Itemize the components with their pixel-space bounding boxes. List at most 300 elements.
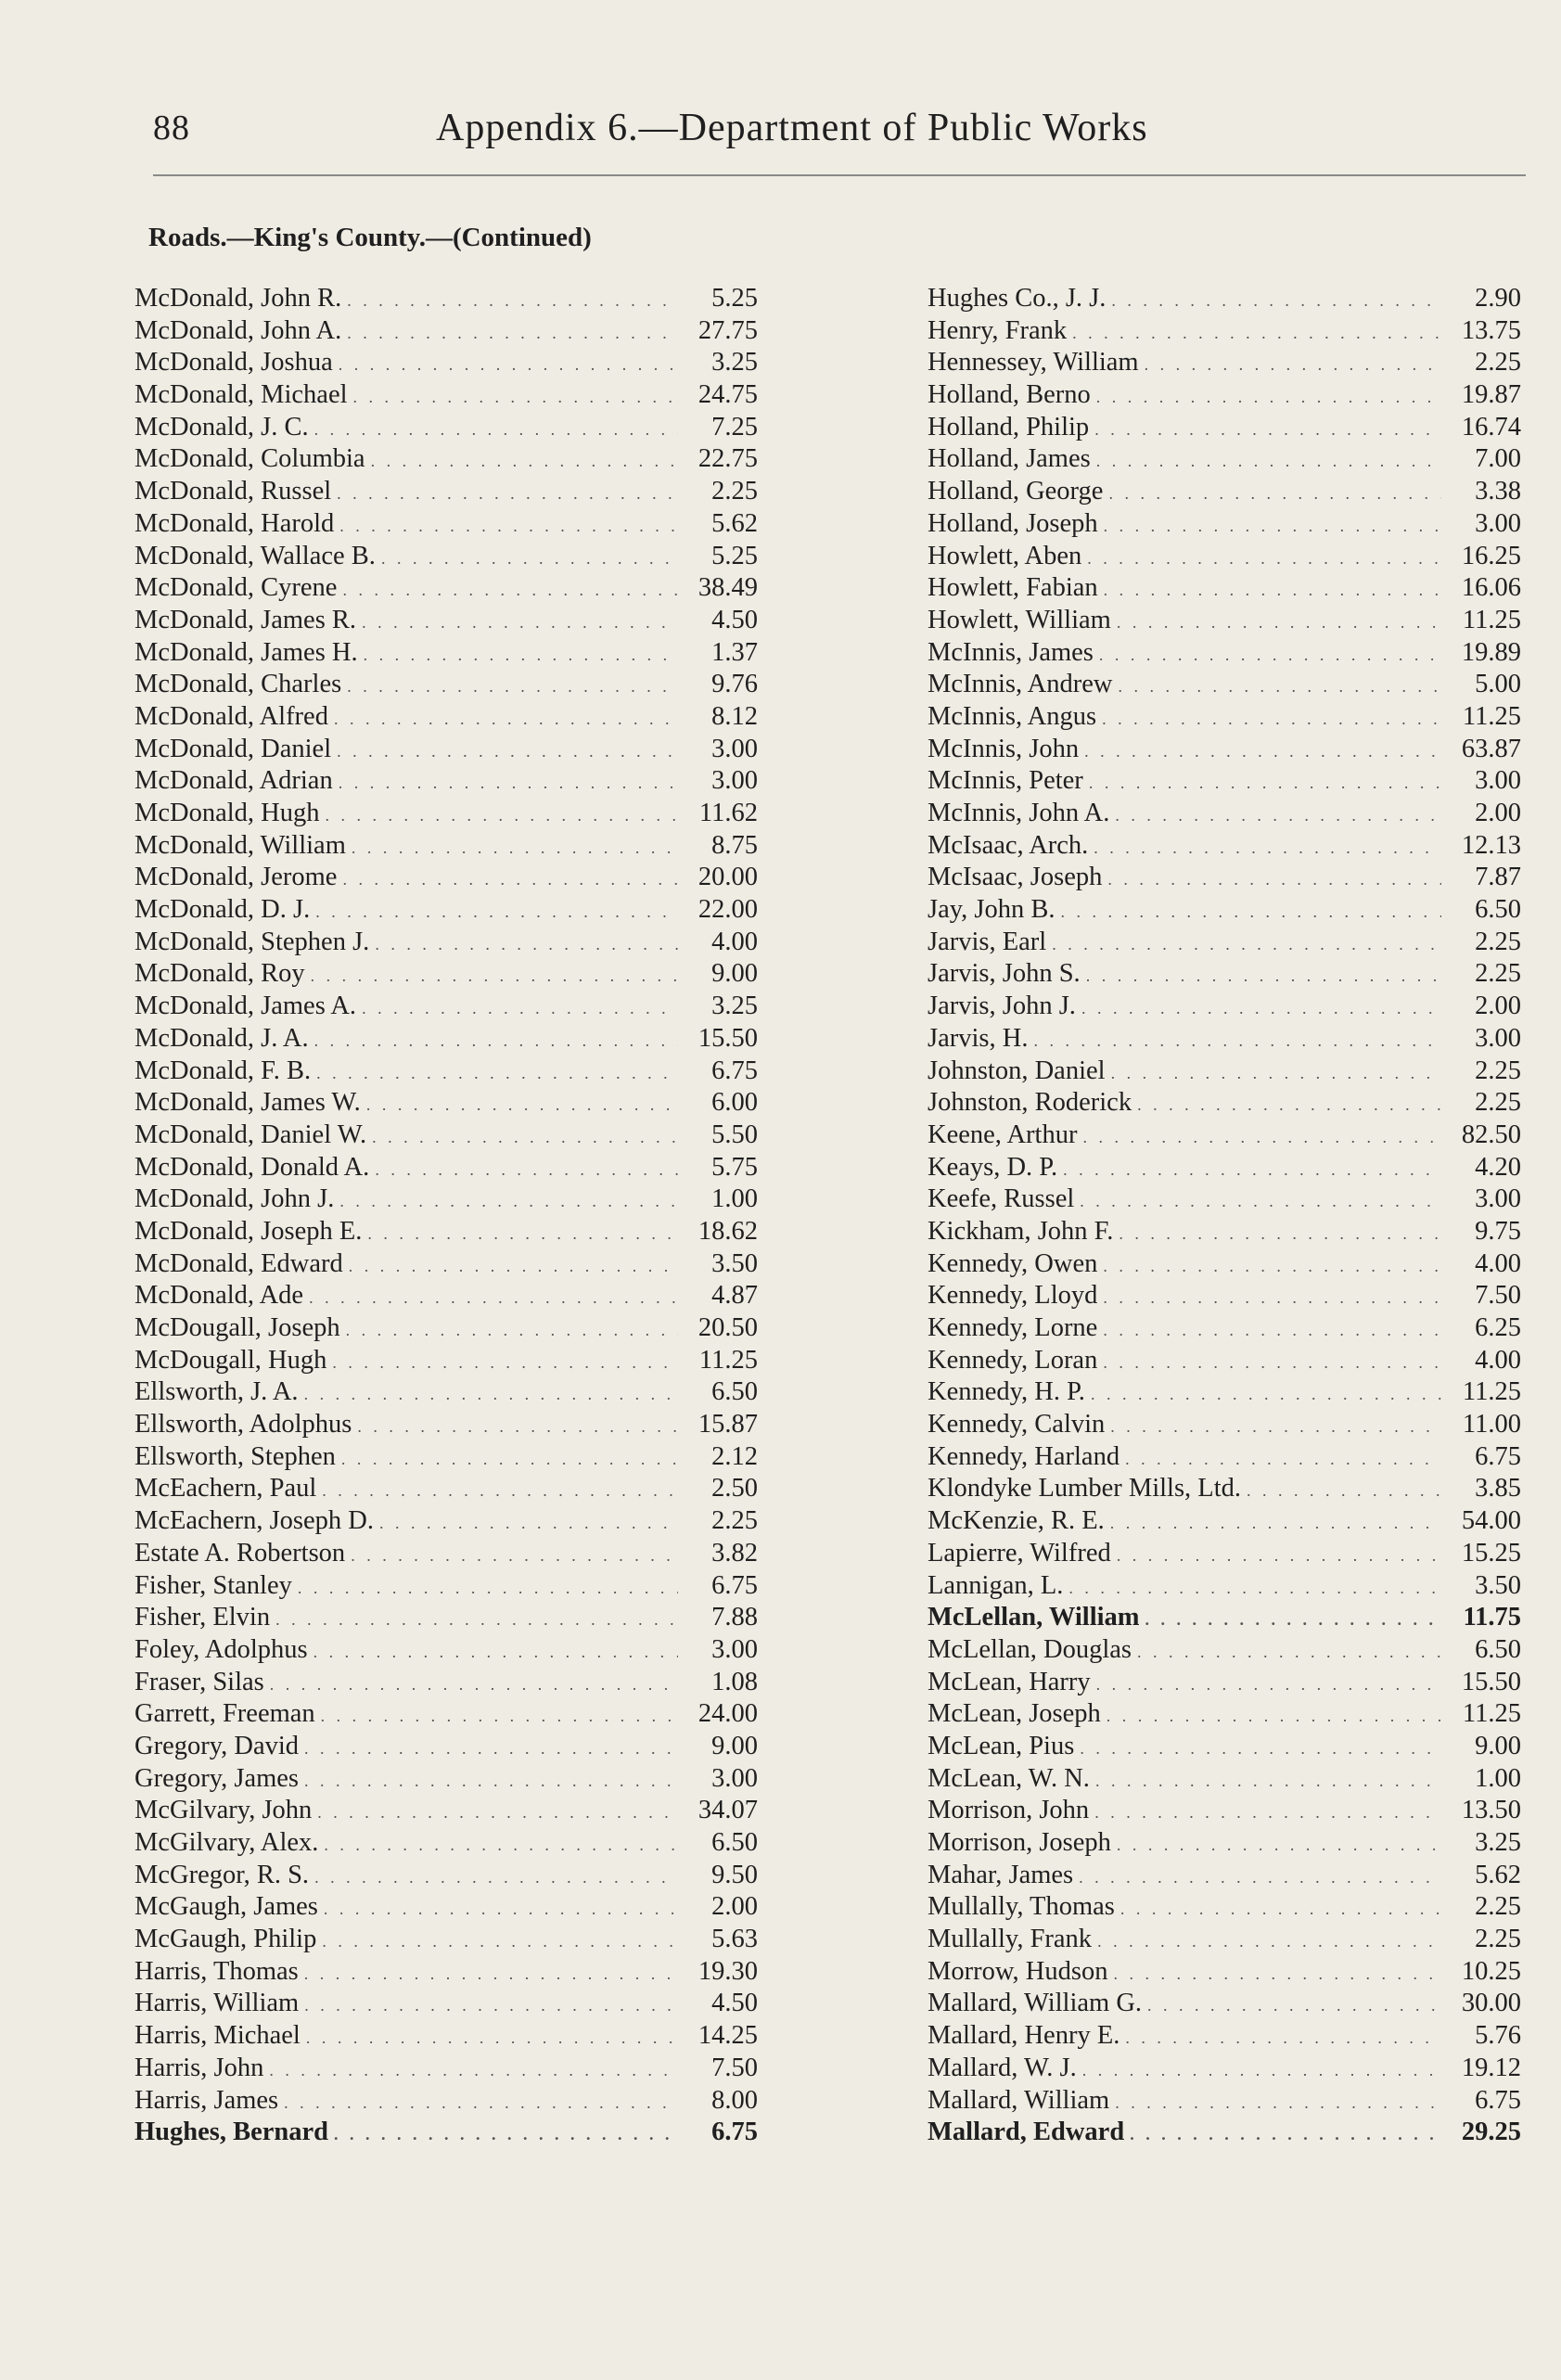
entry-amount: 38.49 (697, 573, 758, 603)
dot-leader (342, 572, 678, 607)
entry-name: Harris, Thomas (134, 1956, 299, 1986)
dot-leader (324, 1827, 678, 1862)
entry-name: Ellsworth, Stephen (134, 1441, 336, 1471)
entry-amount: 2.12 (711, 1441, 758, 1471)
list-item (928, 541, 1521, 573)
dot-leader (1096, 443, 1441, 478)
list-item (928, 1216, 1521, 1248)
list-item (134, 765, 758, 798)
list-item (134, 862, 758, 894)
dot-leader (1125, 1441, 1441, 1476)
list-item (928, 991, 1521, 1023)
list-item (928, 830, 1521, 863)
list-item (134, 347, 758, 379)
entry-name: McDonald, Daniel W. (134, 1120, 367, 1149)
right-column (928, 283, 1521, 2149)
list-item (134, 1312, 758, 1345)
list-item (134, 958, 758, 991)
entry-amount: 2.25 (1475, 348, 1521, 377)
entry-name: McDonald, Joseph E. (134, 1216, 363, 1246)
entry-name: Mallard, Edward (928, 2118, 1125, 2147)
entry-amount: 5.63 (711, 1925, 758, 1954)
entry-amount: 3.85 (1475, 1474, 1521, 1503)
entry-amount: 5.62 (711, 508, 758, 538)
entry-amount: 22.75 (697, 444, 758, 474)
dot-leader (1080, 1184, 1441, 1218)
entry-name: McKenzie, R. E. (928, 1506, 1105, 1536)
entry-amount: 8.12 (711, 701, 758, 731)
list-item (928, 1280, 1521, 1312)
entry-amount: 15.25 (1461, 1538, 1521, 1567)
dot-leader (1130, 2117, 1441, 2151)
entry-name: McLean, W. N. (928, 1763, 1090, 1793)
list-item (134, 1988, 758, 2020)
entry-name: Howlett, Fabian (928, 573, 1098, 603)
entry-name: Lapierre, Wilfred (928, 1538, 1111, 1567)
list-item (928, 379, 1521, 412)
list-item (928, 1570, 1521, 1603)
dot-leader (332, 1345, 678, 1379)
dot-leader (371, 443, 678, 478)
entry-name: McDonald, John J. (134, 1184, 335, 1214)
entry-amount: 4.00 (711, 927, 758, 956)
entry-name: Kennedy, Harland (928, 1441, 1120, 1471)
list-item (928, 2117, 1521, 2149)
list-item (928, 1409, 1521, 1441)
entry-name: Mahar, James (928, 1860, 1074, 1889)
dot-leader (1125, 2020, 1441, 2054)
entry-name: McDonald, Edward (134, 1248, 343, 1278)
entry-name: McDonald, Alfred (134, 701, 328, 731)
entry-amount: 19.12 (1461, 2053, 1521, 2082)
dot-leader (339, 508, 678, 543)
list-item (928, 1827, 1521, 1860)
entry-amount: 9.00 (711, 959, 758, 989)
entry-amount: 1.00 (711, 1184, 758, 1214)
dot-leader (1108, 476, 1441, 510)
dot-leader (379, 1505, 678, 1540)
entry-name: Howlett, Aben (928, 541, 1082, 570)
entry-name: Holland, James (928, 444, 1091, 474)
dot-leader (1104, 508, 1441, 543)
entry-amount: 8.75 (711, 830, 758, 860)
list-item (134, 572, 758, 605)
entry-name: McGilvary, Alex. (134, 1828, 319, 1857)
list-item (134, 1602, 758, 1634)
dot-leader (381, 541, 678, 575)
list-item (928, 862, 1521, 894)
dot-leader (1082, 2053, 1441, 2087)
dot-leader (275, 1602, 678, 1636)
entry-name: McInnis, Andrew (928, 670, 1113, 699)
entry-amount: 3.50 (1475, 1570, 1521, 1600)
dot-leader (375, 927, 678, 961)
dot-leader (346, 1312, 678, 1347)
list-item (134, 669, 758, 701)
list-item (134, 1345, 758, 1377)
entry-name: Fisher, Stanley (134, 1570, 292, 1600)
dot-leader (316, 1056, 678, 1090)
list-item (928, 443, 1521, 476)
dot-leader (313, 1634, 678, 1669)
list-item (928, 958, 1521, 991)
entry-name: Kennedy, Loran (928, 1345, 1098, 1375)
list-item (134, 2085, 758, 2118)
entry-amount: 4.00 (1475, 1248, 1521, 1278)
entry-name: Mallard, W. J. (928, 2053, 1077, 2082)
list-item (134, 508, 758, 541)
list-item (134, 1023, 758, 1056)
entry-amount: 2.90 (1475, 284, 1521, 313)
dot-leader (1115, 798, 1441, 832)
dot-leader (347, 669, 678, 703)
dot-leader (1081, 991, 1441, 1025)
entry-amount: 63.87 (1461, 734, 1521, 763)
entry-name: McInnis, Peter (928, 766, 1083, 796)
entry-name: Kennedy, Owen (928, 1248, 1098, 1278)
entry-amount: 4.20 (1475, 1152, 1521, 1182)
entry-name: McDonald, Joshua (134, 348, 333, 377)
entry-name: McDonald, Harold (134, 508, 335, 538)
entry-amount: 24.00 (697, 1699, 758, 1729)
entry-name: McDonald, Donald A. (134, 1152, 370, 1182)
entry-name: Johnston, Roderick (928, 1088, 1132, 1118)
dot-leader (315, 894, 678, 928)
entry-name: McDonald, D. J. (134, 895, 311, 925)
dot-leader (337, 476, 678, 510)
entry-amount: 9.76 (711, 670, 758, 699)
dot-leader (317, 1795, 678, 1829)
entry-name: McDougall, Joseph (134, 1313, 340, 1342)
entry-amount: 10.25 (1461, 1956, 1521, 1986)
list-item (134, 2117, 758, 2149)
entry-name: Keays, D. P. (928, 1152, 1058, 1182)
list-item (134, 1184, 758, 1216)
list-item (134, 1473, 758, 1505)
entry-amount: 6.75 (1475, 2085, 1521, 2115)
entry-amount: 7.50 (711, 2053, 758, 2082)
list-item (134, 1538, 758, 1570)
dot-leader (347, 283, 678, 317)
dot-leader (1104, 572, 1441, 607)
dot-leader (367, 1216, 678, 1250)
entry-amount: 9.00 (1475, 1731, 1521, 1760)
list-item (134, 991, 758, 1023)
list-item (928, 701, 1521, 734)
list-item (134, 2020, 758, 2053)
list-item (134, 701, 758, 734)
dot-leader (1080, 1731, 1441, 1765)
list-item (928, 1473, 1521, 1505)
entry-name: McDougall, Hugh (134, 1345, 327, 1375)
dot-leader (1094, 830, 1441, 864)
list-item (134, 1860, 758, 1892)
dot-leader (1033, 1023, 1441, 1057)
entry-amount: 20.00 (697, 863, 758, 892)
entry-amount: 15.87 (697, 1410, 758, 1440)
entry-amount: 11.25 (1462, 605, 1521, 634)
entry-name: McDonald, J. A. (134, 1023, 309, 1053)
entry-name: McDonald, Michael (134, 380, 348, 410)
dot-leader (1247, 1473, 1441, 1507)
entry-name: McDonald, Hugh (134, 799, 320, 827)
dot-leader (337, 734, 678, 768)
list-item (928, 1441, 1521, 1474)
entry-name: Mallard, William G. (928, 1989, 1143, 2018)
dot-leader (1107, 862, 1441, 896)
entry-amount: 9.00 (711, 1731, 758, 1760)
list-item (928, 2053, 1521, 2085)
entry-amount: 2.25 (711, 1506, 758, 1536)
list-item (928, 1345, 1521, 1377)
list-item (134, 1956, 758, 1989)
entry-name: Harris, William (134, 1989, 300, 2018)
dot-leader (1117, 1538, 1441, 1572)
list-item (134, 443, 758, 476)
dot-leader (366, 1087, 678, 1121)
list-item (928, 1087, 1521, 1120)
list-item (134, 1505, 758, 1538)
entry-amount: 24.75 (697, 380, 758, 410)
list-item (134, 1634, 758, 1667)
entry-name: Fraser, Silas (134, 1667, 264, 1696)
dot-leader (353, 379, 678, 414)
entry-name: Morrison, Joseph (928, 1828, 1111, 1857)
list-item (928, 605, 1521, 637)
left-column (134, 283, 758, 2149)
entry-amount: 2.25 (1475, 1892, 1521, 1922)
entry-name: Keene, Arthur (928, 1120, 1078, 1149)
entry-amount: 18.62 (697, 1216, 758, 1246)
dot-leader (1107, 1698, 1441, 1733)
list-item (134, 1248, 758, 1281)
entry-amount: 5.50 (711, 1120, 758, 1149)
list-item (134, 1667, 758, 1699)
list-item (928, 1152, 1521, 1184)
entry-amount: 3.00 (1475, 508, 1521, 538)
dot-leader (321, 1698, 678, 1733)
entry-amount: 3.00 (1475, 766, 1521, 796)
list-item (928, 572, 1521, 605)
entry-amount: 34.07 (697, 1796, 758, 1825)
entry-amount: 1.08 (711, 1667, 758, 1696)
entry-name: Mallard, William (928, 2085, 1110, 2115)
entry-amount: 3.38 (1475, 477, 1521, 506)
list-item (928, 1248, 1521, 1281)
entry-amount: 7.87 (1475, 863, 1521, 892)
dot-leader (341, 1441, 678, 1476)
entry-amount: 1.37 (711, 637, 758, 667)
dot-leader (1147, 1988, 1441, 2022)
dot-leader (1111, 1056, 1441, 1090)
list-item (134, 1152, 758, 1184)
entry-amount: 3.82 (711, 1538, 758, 1567)
entry-name: Garrett, Freeman (134, 1699, 315, 1729)
dot-leader (1145, 1602, 1441, 1636)
dot-leader (1103, 1345, 1441, 1379)
entry-name: McInnis, John (928, 734, 1080, 763)
entry-name: McDonald, John R. (134, 284, 342, 313)
entry-amount: 4.00 (1475, 1345, 1521, 1375)
entry-amount: 15.50 (697, 1023, 758, 1053)
entry-name: McGregor, R. S. (134, 1860, 310, 1889)
entry-amount: 2.00 (1475, 799, 1521, 827)
list-item (134, 830, 758, 863)
dot-leader (304, 1988, 678, 2022)
dot-leader (306, 2020, 678, 2054)
entry-name: McGilvary, John (134, 1796, 313, 1825)
list-item (928, 927, 1521, 959)
dot-leader (322, 1473, 678, 1507)
entry-name: McDonald, Cyrene (134, 573, 338, 603)
entry-name: McIsaac, Arch. (928, 830, 1089, 860)
entry-name: McDonald, Roy (134, 959, 305, 989)
list-item (928, 1763, 1521, 1796)
entry-name: Harris, James (134, 2085, 279, 2115)
list-item (928, 1956, 1521, 1989)
dot-leader (1103, 1248, 1441, 1283)
entry-name: Jarvis, Earl (928, 927, 1047, 956)
dot-leader (1110, 1409, 1441, 1443)
entry-amount: 7.50 (1475, 1281, 1521, 1311)
dot-leader (1096, 379, 1441, 414)
list-item (928, 1376, 1521, 1409)
dot-leader (314, 1860, 678, 1894)
dot-leader (1102, 701, 1441, 736)
list-item (134, 927, 758, 959)
dot-leader (1137, 1634, 1441, 1669)
entry-name: McDonald, James A. (134, 992, 357, 1021)
entry-name: Jarvis, John S. (928, 959, 1081, 989)
entry-amount: 16.25 (1461, 541, 1521, 570)
entry-amount: 6.00 (711, 1088, 758, 1118)
dot-leader (372, 1120, 678, 1154)
list-item (134, 894, 758, 927)
entry-amount: 6.50 (711, 1828, 758, 1857)
entry-name: Ellsworth, Adolphus (134, 1410, 352, 1440)
entry-amount: 9.75 (1475, 1216, 1521, 1246)
list-item (928, 283, 1521, 315)
entry-name: McDonald, Wallace B. (134, 541, 376, 570)
entry-name: McDonald, F. B. (134, 1056, 312, 1085)
entry-amount: 54.00 (1461, 1506, 1521, 1536)
entry-amount: 3.50 (711, 1248, 758, 1278)
list-item (134, 1570, 758, 1603)
entry-name: Holland, George (928, 477, 1104, 506)
entry-amount: 6.50 (1475, 895, 1521, 925)
list-item (134, 283, 758, 315)
list-item (928, 1538, 1521, 1570)
entry-name: Jarvis, H. (928, 1023, 1029, 1053)
dot-leader (1094, 1795, 1441, 1829)
list-item (134, 637, 758, 670)
entry-name: McDonald, Daniel (134, 734, 332, 763)
dot-leader (304, 1956, 678, 1990)
entry-amount: 5.62 (1475, 1860, 1521, 1889)
dot-leader (342, 862, 678, 896)
list-item (928, 1505, 1521, 1538)
entry-amount: 2.00 (711, 1892, 758, 1922)
list-item (134, 1376, 758, 1409)
entry-amount: 13.50 (1461, 1796, 1521, 1825)
dot-leader (1118, 669, 1441, 703)
entry-amount: 3.25 (1475, 1828, 1521, 1857)
dot-leader (339, 347, 678, 381)
dot-leader (1087, 541, 1441, 575)
entry-amount: 27.75 (697, 315, 758, 345)
entry-amount: 29.25 (1461, 2118, 1521, 2147)
dot-leader (347, 315, 678, 350)
entry-amount: 15.50 (1461, 1667, 1521, 1696)
dot-leader (1119, 1216, 1441, 1250)
dot-leader (1117, 605, 1441, 639)
entry-amount: 2.25 (1475, 1056, 1521, 1085)
entry-name: McDonald, Columbia (134, 444, 365, 474)
dot-leader (334, 701, 678, 736)
entry-name: McInnis, Angus (928, 701, 1097, 731)
list-item (928, 1795, 1521, 1827)
entry-name: McDonald, Stephen J. (134, 927, 370, 956)
entry-name: McInnis, John A. (928, 799, 1110, 827)
dot-leader (309, 1280, 678, 1314)
entry-name: Kennedy, Lloyd (928, 1281, 1098, 1311)
entry-amount: 3.00 (711, 1634, 758, 1664)
entry-name: Ellsworth, J. A. (134, 1377, 299, 1407)
entry-amount: 8.00 (711, 2085, 758, 2115)
list-item (134, 476, 758, 508)
entry-name: Fisher, Elvin (134, 1603, 271, 1632)
entry-amount: 5.76 (1475, 2021, 1521, 2051)
list-item (928, 1184, 1521, 1216)
entry-amount: 19.30 (697, 1956, 758, 1986)
entry-name: Kennedy, Calvin (928, 1410, 1106, 1440)
entry-amount: 2.00 (1475, 992, 1521, 1021)
entry-name: McGaugh, James (134, 1892, 318, 1922)
entry-name: Hughes, Bernard (134, 2118, 329, 2147)
entry-amount: 4.50 (711, 1989, 758, 2018)
entry-amount: 16.74 (1461, 412, 1521, 441)
entry-amount: 6.75 (1475, 1441, 1521, 1471)
entry-name: Keefe, Russel (928, 1184, 1075, 1214)
entry-amount: 2.25 (1475, 1925, 1521, 1954)
list-item (928, 894, 1521, 927)
dot-leader (322, 1924, 678, 1958)
entry-name: Harris, Michael (134, 2021, 301, 2051)
entry-amount: 3.00 (711, 734, 758, 763)
dot-leader (1079, 1860, 1441, 1894)
list-item (134, 798, 758, 830)
entry-amount: 6.50 (1475, 1634, 1521, 1664)
entry-name: Howlett, William (928, 605, 1111, 634)
entry-amount: 9.50 (711, 1860, 758, 1889)
entry-name: Mullally, Thomas (928, 1892, 1115, 1922)
section-heading: Roads.—King's County.—(Continued) (148, 223, 592, 252)
entry-amount: 2.25 (1475, 927, 1521, 956)
list-item (134, 379, 758, 412)
entry-name: Kennedy, Lorne (928, 1313, 1098, 1342)
list-item (928, 765, 1521, 798)
entry-name: McLean, Pius (928, 1731, 1075, 1760)
entry-name: Johnston, Daniel (928, 1056, 1106, 1085)
dot-leader (375, 1152, 678, 1186)
entry-amount: 2.50 (711, 1474, 758, 1503)
list-item (134, 1056, 758, 1088)
list-item (928, 1667, 1521, 1699)
dot-leader (1145, 347, 1441, 381)
list-item (134, 1441, 758, 1474)
list-item (928, 734, 1521, 766)
dot-leader (1068, 1570, 1441, 1605)
